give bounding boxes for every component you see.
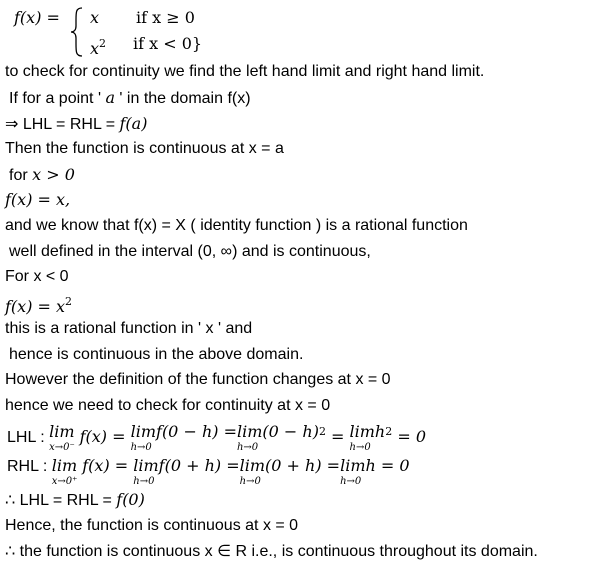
text-line: for x > 0 (9, 165, 75, 184)
text-line: $f(x) = x^2$ (5, 295, 73, 316)
piecewise-lhs: f(x) = (14, 8, 60, 27)
text-line: Then the function is continuous at x = a (5, 140, 284, 157)
text-line: hence we need to check for continuity at x = 0 (5, 397, 331, 414)
case1-condition: if x ≥ 0 (136, 8, 195, 27)
text-line: Hence, the function is continuous at x = 0 (5, 517, 299, 534)
case1-expression: x (90, 8, 100, 27)
text-line: and we know that f(x) = X ( identity function ) is a rational function (5, 217, 468, 234)
text-line: to check for continuity we find the left hand limit and right hand limit. (5, 63, 485, 80)
case2-condition: if x < 0} (133, 34, 203, 53)
text-line: For x < 0 (5, 268, 69, 285)
rhl-equation: RHL : lim x→0⁺ f(x) = limf(0 + h) = h→0 lim(0 + h) = h→0 limh = 0 h→0 (7, 456, 410, 487)
text-line: hence is continuous in the above domain. (9, 346, 304, 363)
text-line: ⇒ LHL = RHL = f(a) (5, 114, 148, 133)
text-line: this is a rational function in ' x ' and (5, 320, 253, 337)
text-line: ∴ the function is continuous x ∈ R i.e., is continuous throughout its domain. (5, 543, 538, 560)
text-line: However the definition of the function changes at x = 0 (5, 371, 391, 388)
text-line: If for a point ' a ' in the domain f(x) (9, 88, 251, 107)
case2-expression: $x^2$ (90, 37, 107, 58)
lhl-equation: LHL : lim x→0⁻ f(x) = limf(0 − h) = h→0 lim(0 − h) h→0 $^2$ = limh h→0 $^2$ = 0 (7, 422, 426, 453)
text-line: f(x) = x, (5, 190, 71, 209)
text-line: ∴ LHL = RHL = f(0) (5, 490, 145, 509)
text-line: well defined in the interval (0, ∞) and is continuous, (9, 243, 371, 260)
curly-brace-icon (70, 6, 84, 58)
